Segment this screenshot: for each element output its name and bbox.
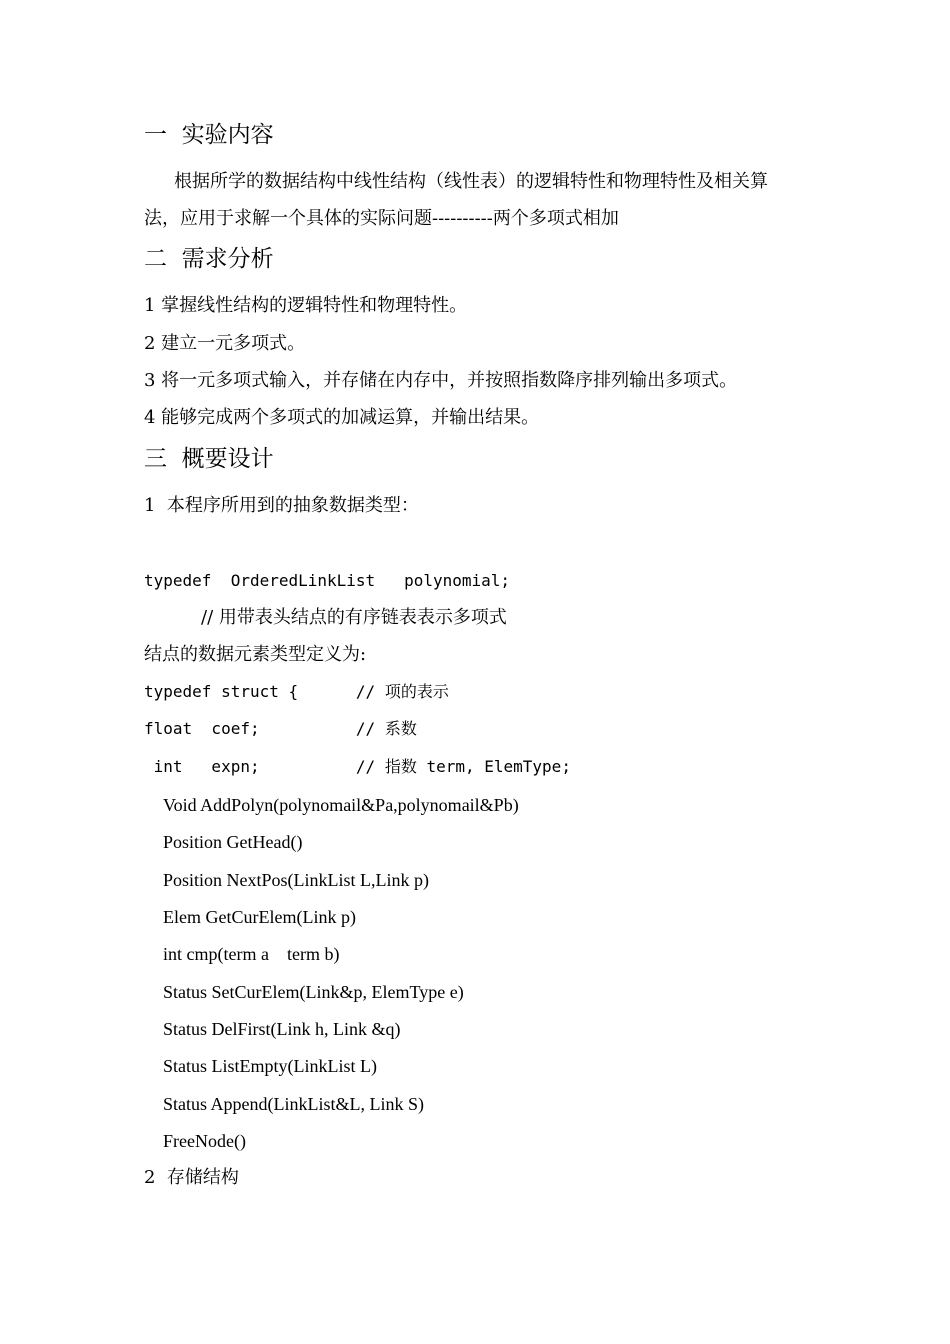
code-line-struct: int expn; // 指数 term, ElemType;: [144, 757, 571, 776]
paragraph-line: 法，应用于求解一个具体的实际问题----------两个多项式相加: [144, 208, 619, 229]
list-item: 4 能够完成两个多项式的加减运算，并输出结果。: [144, 407, 540, 428]
function-signature: Status DelFirst(Link h, Link &q): [163, 1019, 401, 1039]
function-signature: Elem GetCurElem(Link p): [163, 907, 356, 927]
function-signature: Position GetHead(): [163, 832, 303, 852]
subheading-storage-structure: 2 存储结构: [144, 1167, 239, 1188]
list-item: 3 将一元多项式输入，并存储在内存中，并按照指数降序排列输出多项式。: [144, 370, 738, 391]
function-signature: Status SetCurElem(Link&p, ElemType e): [163, 982, 464, 1002]
function-signature: Void AddPolyn(polynomail&Pa,polynomail&Pb): [163, 795, 519, 815]
code-line-struct: float coef; // 系数: [144, 719, 417, 738]
section-heading-outline-design: 三 概要设计: [144, 446, 274, 472]
paragraph-line: 根据所学的数据结构中线性结构（线性表）的逻辑特性和物理特性及相关算: [174, 171, 768, 192]
function-signature: Position NextPos(LinkList L,Link p): [163, 870, 430, 890]
element-definition-label: 结点的数据元素类型定义为:: [144, 644, 367, 665]
list-item: 2 建立一元多项式。: [144, 333, 306, 354]
function-signature: Status ListEmpty(LinkList L): [163, 1056, 377, 1076]
section-heading-experiment-content: 一 实验内容: [144, 122, 274, 148]
list-item: 1 掌握线性结构的逻辑特性和物理特性。: [144, 295, 468, 316]
function-signature: Status Append(LinkList&L, Link S): [163, 1094, 424, 1114]
function-signature: FreeNode(): [163, 1131, 246, 1151]
code-line-typedef: typedef OrderedLinkList polynomial;: [144, 571, 511, 590]
code-line-struct: typedef struct { // 项的表示: [144, 682, 449, 701]
code-comment: // 用带表头结点的有序链表表示多项式: [201, 607, 507, 628]
subheading-abstract-types: 1 本程序所用到的抽象数据类型：: [144, 495, 419, 516]
section-heading-requirements: 二 需求分析: [144, 246, 274, 272]
function-signature: int cmp(term a term b): [163, 944, 340, 964]
